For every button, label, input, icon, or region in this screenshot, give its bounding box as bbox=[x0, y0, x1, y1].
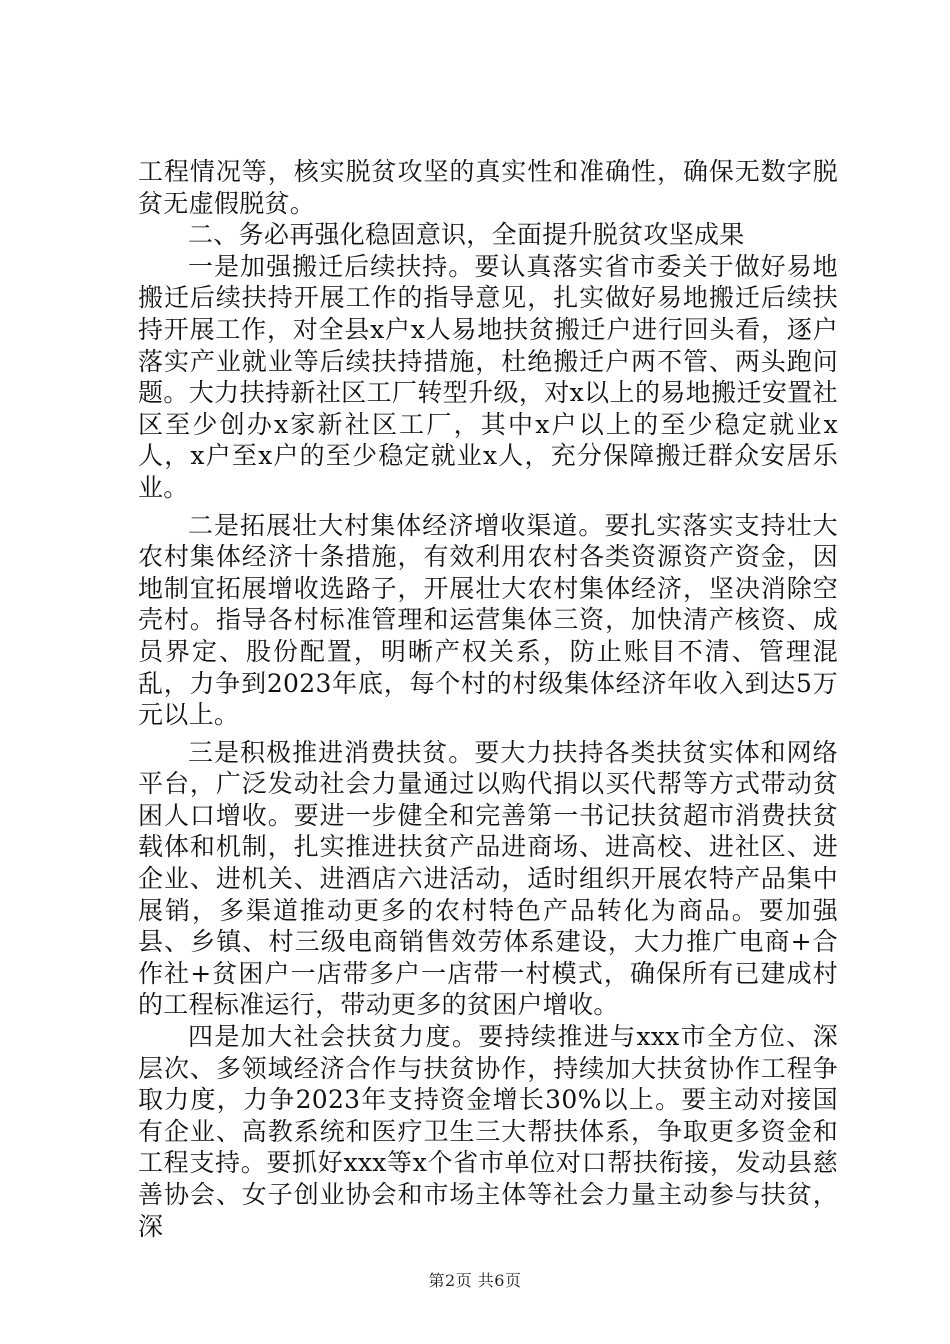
paragraph-social-poverty-alleviation: 四是加大社会扶贫力度。要持续推进与xxx市全方位、深层次、多领域经济合作与扶贫协作，持续加大扶贫协作工程争取力度，力争2023年支持资金增长30%以上。要主动对接国有企业、高教系统和医疗卫生三大帮扶体系，争取更多资金和工程支持。要抓好xxx等x个省市单位对口帮扶衔接，发动县慈善协会、女子创业协会和市场主体等社会力量主动参与扶贫，深 bbox=[138, 1022, 838, 1241]
page-footer: 第2页 共6页 bbox=[428, 1271, 522, 1290]
paragraph-continuation: 工程情况等，核实脱贫攻坚的真实性和准确性，确保无数字脱贫无虚假脱贫。 bbox=[138, 157, 838, 218]
paragraph-collective-economy: 二是拓展壮大村集体经济增收渠道。要扎实落实支持壮大农村集体经济十条措施，有效利用农村各类资源资产资金，因地制宜拓展增收选路子，开展壮大农村集体经济，坚决消除空壳村。指导各村标准管理和运营集体三资，加快清产核资、成员界定、股份配置，明晰产权关系，防止账目不清、管理混乱，力争到2023年底，每个村的村级集体经济年收入到达5万元以上。 bbox=[138, 510, 838, 730]
section-heading: 二、务必再强化稳固意识，全面提升脱贫攻坚成果 bbox=[188, 220, 745, 250]
document-body bbox=[138, 156, 838, 1242]
paragraph-relocation-support: 一是加强搬迁后续扶持。要认真落实省市委关于做好易地搬迁后续扶持开展工作的指导意见，扎实做好易地搬迁后续扶持开展工作，对全县x户x人易地扶贫搬迁户进行回头看，逐户落实产业就业等后续扶持措施，杜绝搬迁户两不管、两头跑问题。大力扶持新社区工厂转型升级，对x以上的易地搬迁安置社区至少创办x家新社区工厂，其中x户以上的至少稳定就业x人，x户至x户的至少稳定就业x人，充分保障搬迁群众安居乐业。 bbox=[138, 251, 838, 502]
paragraph-consumption-poverty-alleviation: 三是积极推进消费扶贫。要大力扶持各类扶贫实体和网络平台，广泛发动社会力量通过以购代捐以买代帮等方式带动贫困人口增收。要进一步健全和完善第一书记扶贫超市消费扶贫载体和机制，扎实推进扶贫产品进商场、进高校、进社区、进企业、进机关、进酒店六进活动，适时组织开展农特产品集中展销，多渠道推动更多的农村特色产品转化为商品。要加强县、乡镇、村三级电商销售效劳体系建设，大力推广电商+合作社+贫困户一店带多户一店带一村模式，确保所有已建成村的工程标准运行，带动更多的贫困户增收。 bbox=[138, 737, 838, 1020]
